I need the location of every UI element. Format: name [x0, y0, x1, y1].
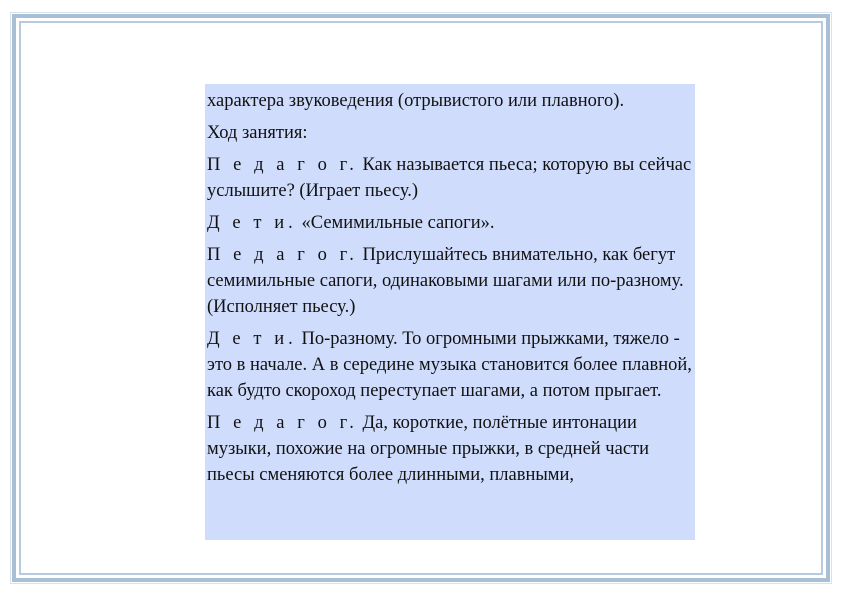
paragraph-text: Да, короткие, полётные интонации музыки, похожие на огромные прыжки, в средней части пьесы сменяются более длинными, плавными, — [207, 413, 650, 485]
speaker-label: Д е т и. — [207, 329, 297, 349]
paragraph-teacher-2 — [207, 242, 693, 320]
paragraph-children-1 — [207, 210, 693, 236]
speaker-label: П е д а г о г. — [207, 155, 358, 175]
paragraph-text: Прислушайтесь внимательно, как бегут семимильные сапоги, одинаковыми шагами или по-разному. (Исполняет пьесу.) — [207, 245, 684, 317]
paragraph-text: Ход занятия: — [207, 123, 308, 143]
speaker-label: П е д а г о г. — [207, 413, 358, 433]
paragraph-text: По-разному. То огромными прыжками, тяжело - это в начале. А в середине музыка становится более плавной, как будто скороход переступает шагами, а потом прыгает. — [207, 329, 692, 401]
paragraph-text: «Семимильные сапоги». — [296, 213, 495, 233]
paragraph-intro — [207, 88, 693, 114]
paragraph-teacher-1 — [207, 152, 693, 204]
paragraph-children-2 — [207, 326, 693, 404]
paragraph-text: характера звуковедения (отрывистого или плавного). — [207, 91, 625, 111]
speaker-label: П е д а г о г. — [207, 245, 358, 265]
paragraph-lesson-heading — [207, 120, 693, 146]
text-box — [205, 84, 695, 540]
paragraph-text: Как называется пьеса; которую вы сейчас услышите? (Играет пьесу.) — [207, 155, 692, 201]
paragraph-teacher-3 — [207, 410, 693, 488]
speaker-label: Д е т и. — [207, 213, 297, 233]
